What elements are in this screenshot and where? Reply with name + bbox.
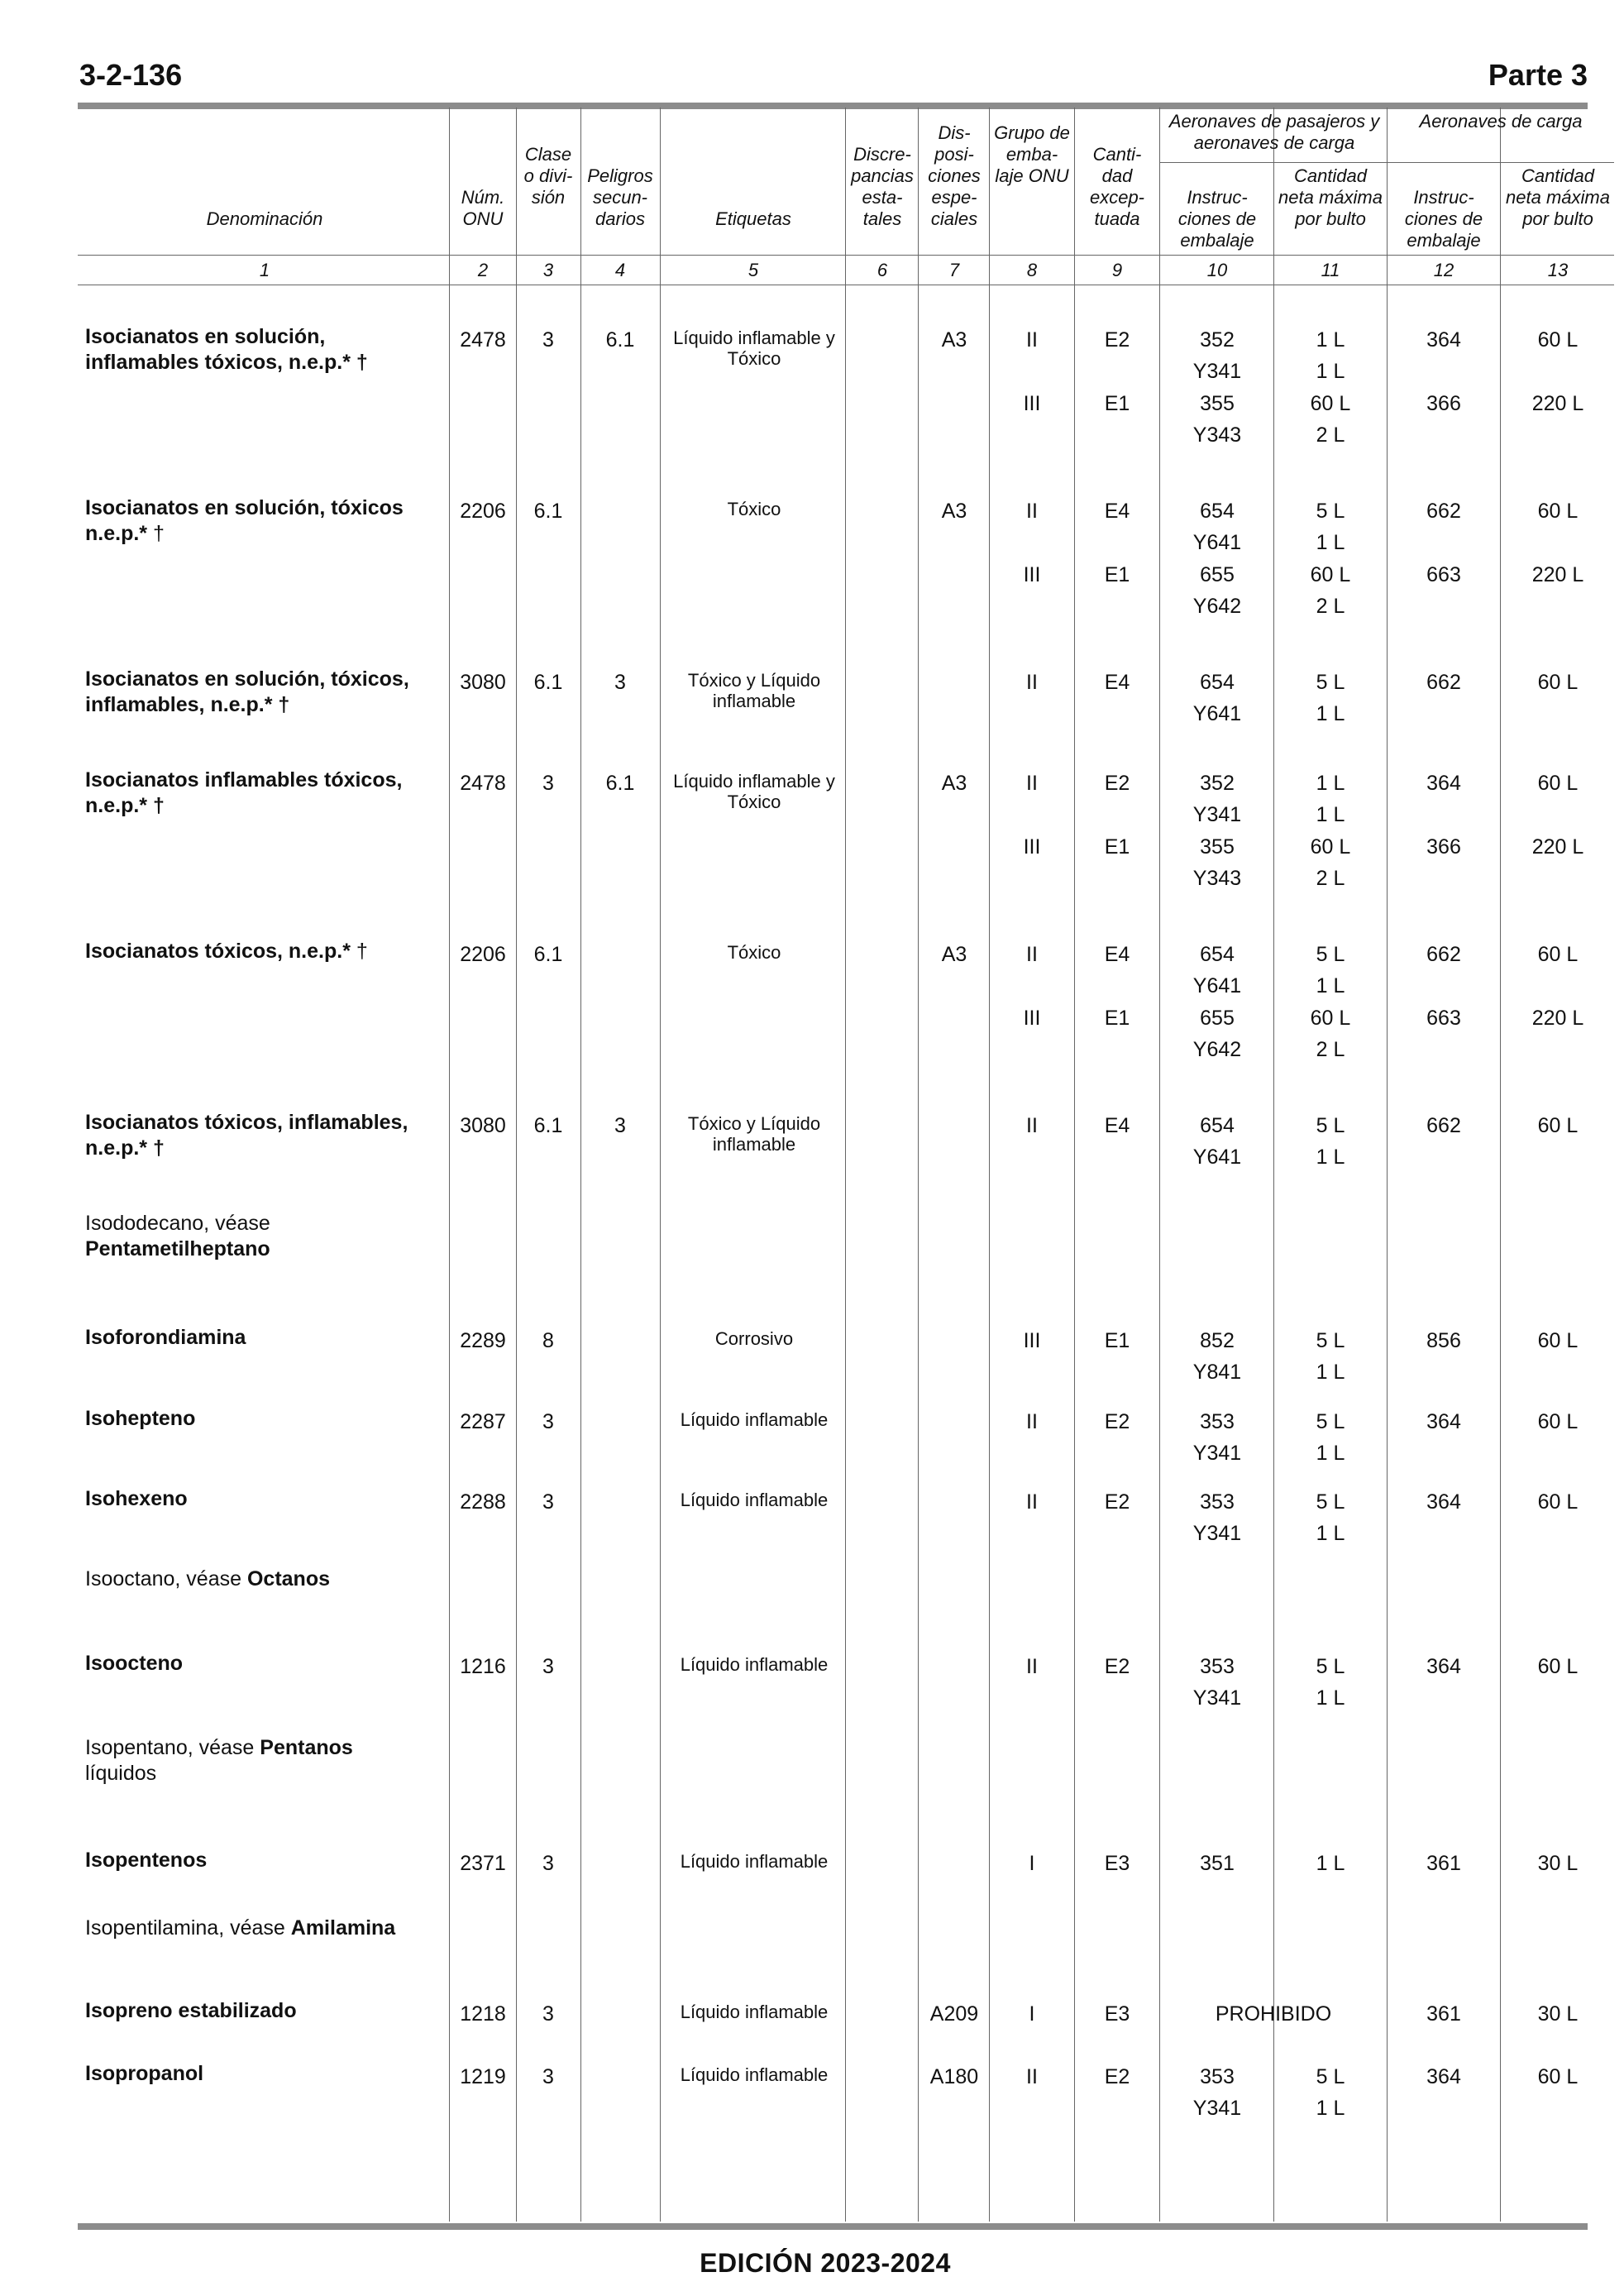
pax-packing-instruction: 352 (1200, 772, 1235, 795)
limited-max-quantity: 1 L (1316, 974, 1345, 997)
pax-max-quantity: 1 L (1316, 772, 1345, 795)
header-etiquetas: Etiquetas (715, 208, 791, 229)
packing-group: III (1023, 392, 1041, 415)
reference-text: Isopentano, véase (85, 1736, 255, 1759)
column-number: 9 (1111, 260, 1123, 280)
cargo-max-quantity: 30 L (1537, 1852, 1579, 1875)
pax-max-quantity: 5 L (1316, 671, 1345, 694)
substance-name (85, 495, 441, 547)
subsidiary-hazard: 3 (614, 671, 626, 694)
special-provision: A180 (929, 2065, 979, 2088)
un-number: 1216 (460, 1655, 506, 1678)
cargo-max-quantity: 60 L (1537, 1410, 1579, 1433)
excepted-quantity: E2 (1104, 1655, 1130, 1678)
special-provision: A3 (941, 943, 967, 966)
packing-group: II (1026, 2065, 1038, 2088)
hazard-labels: Líquido inflamable (680, 1490, 829, 1510)
column-number: 7 (948, 260, 960, 280)
hazard-labels: Tóxico y Líquido inflamable (687, 1113, 821, 1155)
header-clase: Clase o divi- sión (523, 144, 573, 208)
substance-name (85, 1406, 441, 1432)
reference-text: Isooctano, véase (85, 1567, 242, 1590)
header-num-onu: Núm. ONU (461, 187, 505, 229)
top-rule (78, 103, 1588, 109)
substance-name-text: Isoforondiamina (85, 1326, 246, 1349)
col-divider (1273, 108, 1274, 2222)
un-number: 2206 (460, 500, 506, 523)
un-number: 2478 (460, 772, 506, 795)
subsidiary-hazard: 6.1 (605, 328, 635, 352)
limited-max-quantity: 2 L (1316, 595, 1345, 618)
packing-group: II (1026, 1410, 1038, 1433)
pax-max-quantity: 5 L (1316, 1655, 1345, 1678)
limited-max-quantity: 2 L (1316, 423, 1345, 447)
un-number: 2289 (460, 1329, 506, 1352)
pax-max-quantity: 5 L (1316, 1490, 1345, 1514)
cross-reference (85, 1567, 441, 1592)
col-divider (660, 108, 661, 2222)
cargo-packing-instruction: 662 (1426, 671, 1461, 694)
packing-group: II (1026, 1114, 1038, 1137)
column-number: 13 (1547, 260, 1569, 280)
class-division: 6.1 (533, 1114, 563, 1137)
substance-name-text: Isocianatos en solución, inflamables tóxicos, n.e.p.* † (85, 325, 368, 374)
cargo-packing-instruction: 856 (1426, 1329, 1461, 1352)
un-number: 2478 (460, 328, 506, 352)
limited-max-quantity: 1 L (1316, 360, 1345, 383)
header-discrepancias: Discre- pancias esta- tales (851, 144, 914, 229)
cargo-max-quantity: 60 L (1537, 943, 1579, 966)
limited-quantity-instruction: Y641 (1192, 702, 1242, 725)
excepted-quantity: E4 (1104, 500, 1130, 523)
class-division: 8 (542, 1329, 554, 1352)
excepted-quantity: E1 (1104, 392, 1130, 415)
cross-reference (85, 1916, 441, 1941)
substance-name-text: Isocianatos en solución, tóxicos, inflamables, n.e.p.* † (85, 667, 409, 716)
pax-packing-instruction: 654 (1200, 500, 1235, 523)
limited-max-quantity: 1 L (1316, 1146, 1345, 1169)
substance-name (85, 1110, 441, 1161)
hazard-labels: Líquido inflamable (680, 1654, 829, 1675)
hazard-labels: Líquido inflamable (680, 1409, 829, 1430)
header-passenger-group: Aeronaves de pasajeros y aeronaves de carga (1168, 111, 1380, 153)
substance-name (85, 324, 441, 375)
hazard-labels: Líquido inflamable y Tóxico (673, 328, 835, 369)
pax-packing-instruction: 654 (1200, 1114, 1235, 1137)
cargo-packing-instruction: 663 (1426, 1007, 1461, 1030)
class-division: 3 (542, 1852, 554, 1875)
packing-group: III (1023, 1007, 1041, 1030)
cargo-max-quantity: 60 L (1537, 671, 1579, 694)
packing-group: III (1023, 835, 1041, 859)
substance-name (85, 1998, 441, 2024)
limited-quantity-instruction: Y341 (1192, 1442, 1242, 1465)
hazard-labels: Tóxico (727, 499, 781, 519)
header-cantidad-exceptuada: Canti- dad excep- tuada (1089, 144, 1145, 229)
reference-target: Amilamina (290, 1916, 396, 1940)
un-number: 1218 (460, 2002, 506, 2026)
packing-group: I (1029, 2002, 1035, 2026)
limited-max-quantity: 1 L (1316, 2097, 1345, 2120)
un-number: 2371 (460, 1852, 506, 1875)
pax-packing-instruction: 852 (1200, 1329, 1235, 1352)
col-divider (580, 108, 581, 2222)
reference-text: Isododecano, véase (85, 1212, 270, 1235)
cargo-max-quantity: 220 L (1531, 835, 1584, 859)
class-division: 3 (542, 1410, 554, 1433)
limited-quantity-instruction: Y641 (1192, 1146, 1242, 1169)
cargo-max-quantity: 60 L (1537, 328, 1579, 352)
pax-max-quantity: 1 L (1316, 328, 1345, 352)
pax-max-quantity: 60 L (1310, 835, 1351, 859)
reference-target: Octanos (246, 1567, 330, 1590)
limited-max-quantity: 1 L (1316, 1361, 1345, 1384)
header-instrucciones-pax: Instruc- ciones de embalaje (1177, 187, 1257, 251)
cargo-max-quantity: 60 L (1537, 772, 1579, 795)
col-divider (1500, 108, 1501, 2222)
excepted-quantity: E3 (1104, 2002, 1130, 2026)
header-denominacion: Denominación (206, 208, 323, 229)
reference-target: Pentanos (260, 1736, 353, 1759)
substance-name-text: Isopreno estabilizado (85, 1999, 297, 2022)
col-divider (516, 108, 517, 2222)
substance-name-text: Isohexeno (85, 1487, 188, 1510)
cross-reference (85, 1211, 441, 1262)
pax-packing-instruction: 352 (1200, 328, 1235, 352)
class-division: 6.1 (533, 943, 563, 966)
excepted-quantity: E4 (1104, 943, 1130, 966)
special-provision: A3 (941, 772, 967, 795)
substance-name (85, 768, 441, 819)
cargo-max-quantity: 220 L (1531, 563, 1584, 586)
pax-packing-instruction: 655 (1200, 1007, 1235, 1030)
cargo-packing-instruction: 662 (1426, 500, 1461, 523)
hazard-labels: Tóxico (727, 942, 781, 963)
substance-name-text: Isoocteno (85, 1652, 184, 1675)
cargo-max-quantity: 60 L (1537, 1329, 1579, 1352)
class-division: 3 (542, 2065, 554, 2088)
packing-group: I (1029, 1852, 1035, 1875)
limited-max-quantity: 1 L (1316, 803, 1345, 826)
limited-quantity-instruction: Y341 (1192, 360, 1242, 383)
excepted-quantity: E4 (1104, 1114, 1130, 1137)
pax-packing-instruction: 355 (1200, 835, 1235, 859)
reference-text: Isopentilamina, véase (85, 1916, 285, 1940)
pax-max-quantity: 1 L (1316, 1852, 1345, 1875)
class-division: 3 (542, 772, 554, 795)
dagger-mark: † (350, 940, 368, 963)
column-number: 10 (1206, 260, 1228, 280)
cargo-packing-instruction: 366 (1426, 392, 1461, 415)
header-disposiciones: Dis- posi- ciones espe- ciales (928, 122, 981, 229)
substance-name (85, 1486, 441, 1512)
un-number: 1219 (460, 2065, 506, 2088)
excepted-quantity: E2 (1104, 328, 1130, 352)
pax-max-quantity: 5 L (1316, 1329, 1345, 1352)
packing-group: II (1026, 943, 1038, 966)
reference-tail: líquidos (85, 1762, 157, 1785)
limited-quantity-instruction: Y341 (1192, 1522, 1242, 1545)
cargo-max-quantity: 60 L (1537, 2065, 1579, 2088)
limited-quantity-instruction: Y841 (1192, 1361, 1242, 1384)
class-division: 6.1 (533, 500, 563, 523)
cargo-max-quantity: 60 L (1537, 1490, 1579, 1514)
class-division: 3 (542, 328, 554, 352)
substance-name-text: Isocianatos tóxicos, n.e.p.* (85, 940, 351, 963)
cargo-max-quantity: 60 L (1537, 500, 1579, 523)
limited-max-quantity: 2 L (1316, 867, 1345, 890)
substance-name (85, 939, 441, 964)
bottom-rule (78, 2223, 1588, 2230)
hazard-labels: Líquido inflamable y Tóxico (673, 771, 835, 812)
un-number: 3080 (460, 671, 506, 694)
col-divider (845, 108, 846, 2222)
packing-group: II (1026, 1655, 1038, 1678)
cargo-packing-instruction: 662 (1426, 1114, 1461, 1137)
hazard-labels: Líquido inflamable (680, 1851, 829, 1872)
cargo-packing-instruction: 663 (1426, 563, 1461, 586)
limited-quantity-instruction: Y642 (1192, 595, 1242, 618)
header-cantidad-cargo: Cantidad neta máxima por bulto (1506, 165, 1610, 229)
substance-name-text: Isohepteno (85, 1407, 196, 1430)
page-number: 3-2-136 (79, 58, 183, 92)
pax-packing-instruction: 654 (1200, 671, 1235, 694)
excepted-quantity: E2 (1104, 772, 1130, 795)
cargo-packing-instruction: 364 (1426, 328, 1461, 352)
cargo-packing-instruction: 361 (1426, 1852, 1461, 1875)
limited-quantity-instruction: Y641 (1192, 531, 1242, 554)
pax-max-quantity: 5 L (1316, 2065, 1345, 2088)
class-division: 6.1 (533, 671, 563, 694)
column-number: 1 (259, 260, 270, 280)
column-number: 4 (614, 260, 626, 280)
column-number: 5 (748, 260, 759, 280)
cargo-max-quantity: 220 L (1531, 392, 1584, 415)
limited-quantity-instruction: Y341 (1192, 2097, 1242, 2120)
col-divider (449, 108, 450, 2222)
cargo-packing-instruction: 662 (1426, 943, 1461, 966)
substance-name (85, 2061, 441, 2087)
hazard-labels: Líquido inflamable (680, 2064, 829, 2085)
substance-name-text: Isocianatos inflamables tóxicos, n.e.p.* † (85, 768, 403, 817)
header-grupo-embalaje: Grupo de emba- laje ONU (994, 122, 1070, 186)
cargo-packing-instruction: 364 (1426, 772, 1461, 795)
column-number: 11 (1321, 260, 1340, 280)
excepted-quantity: E1 (1104, 563, 1130, 586)
hazard-labels: Tóxico y Líquido inflamable (687, 670, 821, 711)
limited-quantity-instruction: Y641 (1192, 974, 1242, 997)
column-number: 12 (1433, 260, 1454, 280)
pax-packing-instruction: 351 (1200, 1852, 1235, 1875)
cargo-packing-instruction: 366 (1426, 835, 1461, 859)
special-provision: A209 (929, 2002, 979, 2026)
un-number: 2287 (460, 1410, 506, 1433)
pax-packing-instruction: 353 (1200, 1490, 1235, 1514)
col-divider (989, 108, 990, 2222)
prohibited-status: PROHIBIDO (1215, 2002, 1332, 2026)
limited-quantity-instruction: Y642 (1192, 1038, 1242, 1061)
part-title: Parte 3 (1488, 58, 1588, 92)
packing-group: III (1023, 563, 1041, 586)
excepted-quantity: E2 (1104, 1410, 1130, 1433)
limited-max-quantity: 1 L (1316, 1686, 1345, 1710)
edition-footer: EDICIÓN 2023-2024 (700, 2248, 951, 2278)
pax-max-quantity: 5 L (1316, 1410, 1345, 1433)
class-division: 3 (542, 1490, 554, 1514)
packing-group: II (1026, 1490, 1038, 1514)
hazard-labels: Líquido inflamable (680, 2002, 829, 2022)
pax-max-quantity: 5 L (1316, 500, 1345, 523)
cargo-packing-instruction: 364 (1426, 1490, 1461, 1514)
excepted-quantity: E1 (1104, 1329, 1130, 1352)
col-divider (1159, 108, 1160, 2222)
un-number: 3080 (460, 1114, 506, 1137)
class-division: 3 (542, 1655, 554, 1678)
substance-name (85, 1325, 441, 1351)
substance-name-text: Isopropanol (85, 2062, 204, 2085)
class-division: 3 (542, 2002, 554, 2026)
substance-name-text: Isocianatos tóxicos, inflamables, n.e.p.* † (85, 1111, 408, 1160)
special-provision: A3 (941, 328, 967, 352)
header-peligros: Peligros secun- darios (587, 165, 653, 229)
substance-name-text: Isocianatos en solución, tóxicos n.e.p.* (85, 496, 404, 545)
pax-packing-instruction: 353 (1200, 2065, 1235, 2088)
cargo-max-quantity: 60 L (1537, 1655, 1579, 1678)
pax-packing-instruction: 355 (1200, 392, 1235, 415)
cargo-packing-instruction: 364 (1426, 1655, 1461, 1678)
limited-max-quantity: 2 L (1316, 1038, 1345, 1061)
limited-quantity-instruction: Y343 (1192, 867, 1242, 890)
excepted-quantity: E4 (1104, 671, 1130, 694)
column-number: 3 (542, 260, 554, 280)
header-instrucciones-cargo: Instruc- ciones de embalaje (1404, 187, 1483, 251)
limited-max-quantity: 1 L (1316, 1522, 1345, 1545)
un-number: 2288 (460, 1490, 506, 1514)
special-provision: A3 (941, 500, 967, 523)
pax-max-quantity: 60 L (1310, 1007, 1351, 1030)
header-rule (78, 255, 1614, 256)
col-divider (1074, 108, 1075, 2222)
substance-name (85, 1651, 441, 1677)
cargo-packing-instruction: 364 (1426, 1410, 1461, 1433)
pax-packing-instruction: 655 (1200, 563, 1235, 586)
substance-name-text: Isopentenos (85, 1849, 208, 1872)
packing-group: II (1026, 671, 1038, 694)
limited-max-quantity: 1 L (1316, 702, 1345, 725)
limited-quantity-instruction: Y343 (1192, 423, 1242, 447)
cargo-packing-instruction: 364 (1426, 2065, 1461, 2088)
pax-packing-instruction: 353 (1200, 1410, 1235, 1433)
subsidiary-hazard: 6.1 (605, 772, 635, 795)
pax-max-quantity: 60 L (1310, 563, 1351, 586)
col-divider (918, 108, 919, 2222)
column-number: 2 (477, 260, 489, 280)
substance-name (85, 1848, 441, 1873)
pax-packing-instruction: 353 (1200, 1655, 1235, 1678)
dagger-mark: † (147, 522, 165, 545)
cargo-max-quantity: 220 L (1531, 1007, 1584, 1030)
column-number: 8 (1026, 260, 1038, 280)
cross-reference (85, 1735, 441, 1787)
excepted-quantity: E1 (1104, 835, 1130, 859)
pax-max-quantity: 5 L (1316, 943, 1345, 966)
header-cargo-group: Aeronaves de carga (1419, 111, 1583, 132)
col-divider (1387, 108, 1388, 2222)
reference-target: Pentametilheptano (85, 1237, 270, 1260)
pax-max-quantity: 60 L (1310, 392, 1351, 415)
limited-quantity-instruction: Y341 (1192, 1686, 1242, 1710)
packing-group: II (1026, 772, 1038, 795)
header-subgroup-rule (1159, 162, 1614, 163)
excepted-quantity: E2 (1104, 1490, 1130, 1514)
hazard-labels: Corrosivo (714, 1328, 794, 1349)
cargo-packing-instruction: 361 (1426, 2002, 1461, 2026)
packing-group: II (1026, 500, 1038, 523)
excepted-quantity: E1 (1104, 1007, 1130, 1030)
header-cantidad-pax: Cantidad neta máxima por bulto (1278, 165, 1383, 229)
excepted-quantity: E3 (1104, 1852, 1130, 1875)
packing-group: III (1023, 1329, 1041, 1352)
packing-group: II (1026, 328, 1038, 352)
limited-max-quantity: 1 L (1316, 1442, 1345, 1465)
cargo-max-quantity: 60 L (1537, 1114, 1579, 1137)
substance-name (85, 667, 441, 718)
pax-packing-instruction: 654 (1200, 943, 1235, 966)
subsidiary-hazard: 3 (614, 1114, 626, 1137)
limited-quantity-instruction: Y341 (1192, 803, 1242, 826)
limited-max-quantity: 1 L (1316, 531, 1345, 554)
column-number: 6 (876, 260, 888, 280)
excepted-quantity: E2 (1104, 2065, 1130, 2088)
pax-max-quantity: 5 L (1316, 1114, 1345, 1137)
cargo-max-quantity: 30 L (1537, 2002, 1579, 2026)
un-number: 2206 (460, 943, 506, 966)
